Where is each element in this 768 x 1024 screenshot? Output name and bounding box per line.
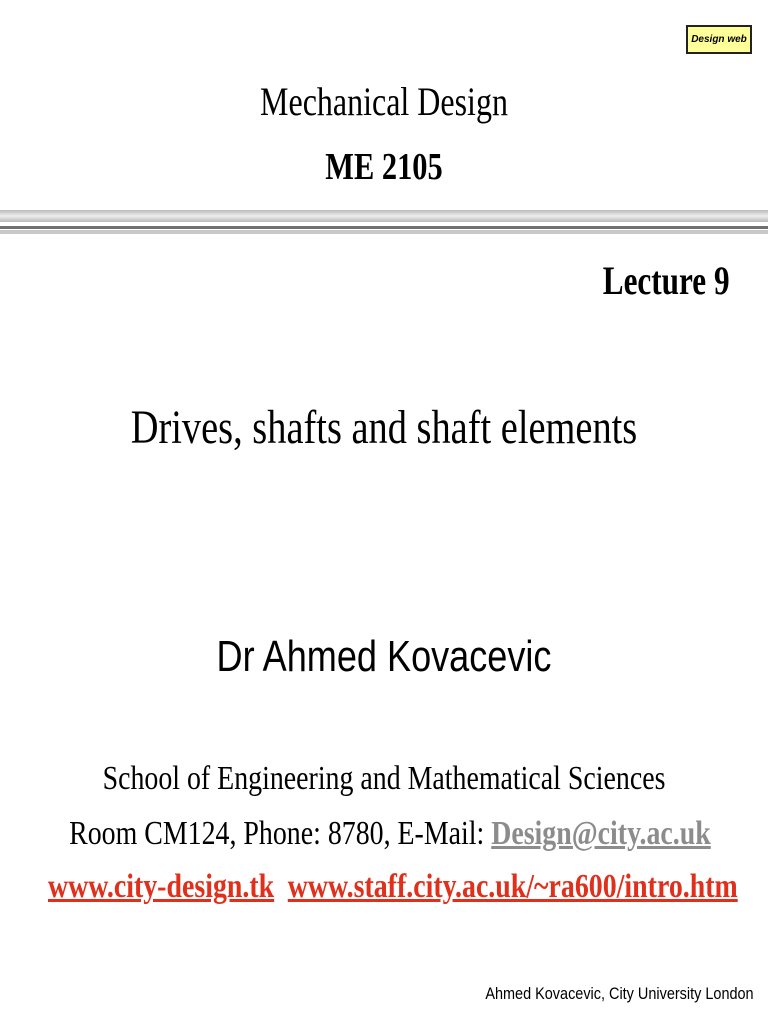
divider-band	[0, 210, 768, 222]
course-name: Mechanical Design	[260, 79, 508, 124]
author-name: Dr Ahmed Kovacevic	[216, 632, 552, 681]
divider-line-dark	[0, 226, 768, 229]
footer-credit: Ahmed Kovacevic, City University London	[485, 984, 754, 1003]
design-web-button[interactable]: Design web	[686, 25, 752, 54]
divider-line-light	[0, 230, 768, 234]
lecture-number: Lecture 9	[603, 258, 730, 303]
city-design-link[interactable]: www.city-design.tk	[48, 868, 275, 905]
lecture-topic: Drives, shafts and shaft elements	[130, 401, 638, 454]
email-link[interactable]: Design@city.ac.uk	[491, 815, 711, 852]
course-code: ME 2105	[325, 146, 443, 188]
room-phone-text: Room CM124, Phone: 8780, E-Mail:	[69, 815, 492, 852]
school-name: School of Engineering and Mathematical Sciences	[102, 760, 666, 797]
staff-page-link[interactable]: www.staff.city.ac.uk/~ra600/intro.htm	[288, 868, 738, 905]
contact-line	[69, 815, 711, 853]
